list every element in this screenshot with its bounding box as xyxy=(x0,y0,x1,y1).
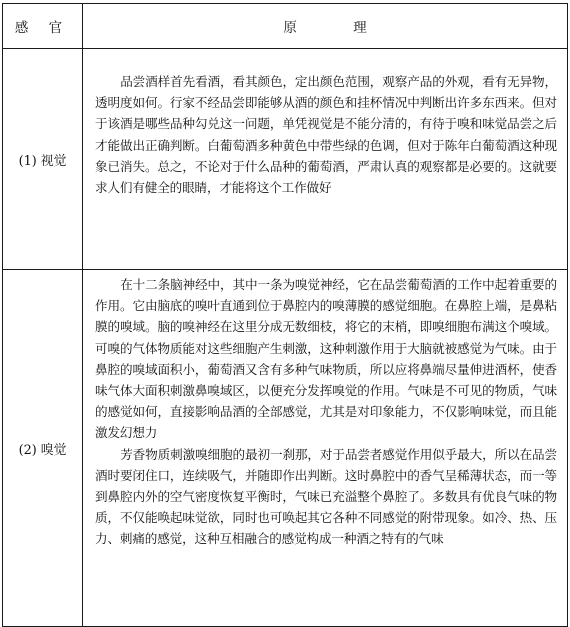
principle-paragraph: 芳香物质刺激嗅细胞的最初一刹那，对于品尝者感觉作用似乎最大，所以在品尝酒时要闭住口，连续吸气，并随即作出判断。这时鼻腔中的香气呈稀薄状态，而一等到鼻腔内外的空气密度恢复平衡时，气味已充溢整个鼻腔了。多数具有优良气味的物质，不仅能唤起味觉欲，同时也可唤起其它各种不同感觉的附带现象。如冷、热、压力、刺痛的感觉，这种互相融合的感觉构成一种酒之特有的气味 xyxy=(95,446,557,547)
table-row-smell xyxy=(3,270,568,627)
header-sense xyxy=(3,4,83,49)
principle-cell-smell xyxy=(83,270,568,627)
sense-label-vision: (1) 视觉 xyxy=(18,153,67,169)
sense-label-smell: (2) 嗅觉 xyxy=(18,442,67,458)
sense-cell-smell xyxy=(3,270,83,627)
header-principle-label: 原 理 xyxy=(283,20,393,36)
sense-cell-vision xyxy=(3,49,83,270)
principle-paragraph: 品尝酒样首先看酒，看其颜色，定出颜色范围，观察产品的外观，看有无异物，透明度如何。行家不经品尝即能够从酒的颜色和挂杯情况中判断出许多东西来。但对于该酒是哪些品种勾兑这一问题，单凭视觉是不能分清的，有待于嗅和味觉品尝之后才能做出正确判断。白葡萄酒多种黄色中带些绿的色调，但对于陈年白葡萄酒这种现象已消失。总之，不论对于什么品种的葡萄酒，严肃认真的观察都是必要的。这就要求人们有健全的眼睛，才能将这个工作做好 xyxy=(95,74,557,196)
header-sense-label: 感 官 xyxy=(14,20,71,36)
header-principle xyxy=(83,4,568,49)
table-row-vision xyxy=(3,49,568,270)
principle-cell-vision xyxy=(83,49,568,270)
table-header-row xyxy=(3,4,568,49)
principle-paragraph: 在十二条脑神经中，其中一条为嗅觉神经，它在品尝葡萄酒的工作中起着重要的作用。它由脑底的嗅叶直通到位于鼻腔内的嗅薄膜的感觉细胞。在鼻腔上端，是鼻粘膜的嗅域。脑的嗅神经在这里分成无数细枝，将它的末梢，即嗅细胞布满这个嗅域。可嗅的气体物质能对这些细胞产生刺激，这种刺激作用于大脑就被感觉为气味。由于鼻腔的嗅域面积小，葡萄酒又含有多种气味物质，所以应将鼻端尽量伸进酒杯，使香味气体大面积刺激鼻嗅域区，以便充分发挥嗅觉的作用。气味是不可见的物质，气味的感觉如何，直接影响品酒的全部感觉，尤其是对印象能力，不仅影响味觉，而且能激发幻想力 xyxy=(95,277,557,441)
sense-principle-table xyxy=(2,3,568,627)
